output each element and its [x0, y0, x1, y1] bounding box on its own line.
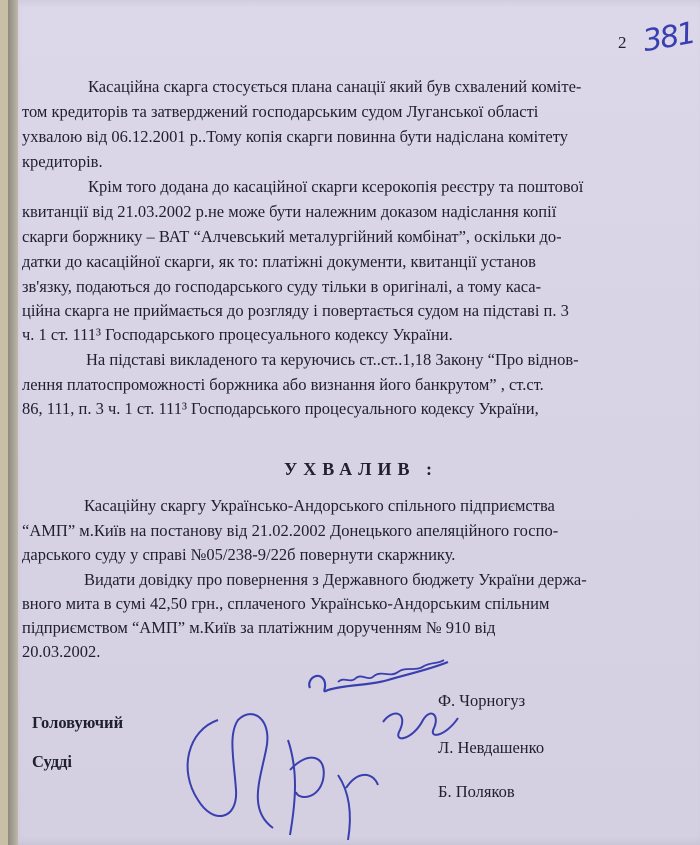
resolution-line: Касаційну скаргу Українсько-Андорського спільного підприємства [84, 496, 555, 515]
text-line: том кредиторів та затверджений господарським судом Луганської області [22, 102, 539, 121]
text-line: квитанції від 21.03.2002 р.не може бути належним доказом надіслання копії [22, 202, 557, 221]
text-line: На підставі викладеного та керуючись ст..ст..1,18 Закону “Про віднов- [86, 350, 579, 369]
text-line: Крім того додана до касаційної скарги ксерокопія реєстру та поштової [88, 177, 584, 196]
resolution-line: дарського суду у справі №05/238-9/22б повернути скаржнику. [22, 545, 456, 564]
text-line: ційна скарга не приймається до розгляду і повертається судом на підставі п. 3 [22, 301, 569, 320]
page-edge-shadow [8, 0, 18, 845]
text-line: 86, 111, п. 3 ч. 1 ст. 111³ Господарського процесуального кодексу України, [22, 399, 539, 418]
handwritten-page-number: 381 [640, 15, 697, 60]
resolution-line: підприємством “АМП” м.Київ за платіжним дорученням № 910 від [22, 618, 496, 637]
text-line: кредиторів. [22, 152, 103, 171]
text-line: скарги боржнику – ВАТ “Алчевський металургійний комбінат”, оскільки до- [22, 227, 562, 246]
text-line: зв'язку, подаються до господарського суду тільки в оригіналі, а тому каса- [22, 277, 542, 296]
text-line: ухвалою від 06.12.2001 р..Тому копія скарги повинна бути надіслана комітету [22, 127, 568, 146]
text-line: ч. 1 ст. 111³ Господарського процесуального кодексу України. [22, 325, 453, 344]
resolution-line: 20.03.2002. [22, 642, 101, 661]
presiding-judge-name: Ф. Чорногуз [438, 691, 526, 710]
presiding-judge-label: Головуючий [32, 713, 124, 732]
judge-name: Б. Поляков [438, 782, 515, 801]
resolution-line: Видати довідку про повернення з Державного бюджету України держа- [84, 570, 587, 589]
judge-signature [178, 700, 478, 845]
resolution-line: вного мита в сумі 42,50 грн., сплаченого Українсько-Андорським спільним [22, 594, 550, 613]
text-line: лення платоспроможності боржника або визнання його банкрутом” , ст.ст. [22, 375, 544, 394]
text-line: Касаційна скарга стосується плана санації який був схвалений коміте- [88, 77, 582, 96]
presiding-judge-signature [298, 640, 458, 700]
judges-label: Судді [32, 752, 72, 771]
document-page [8, 0, 700, 845]
resolution-heading: УХВАЛИВ : [284, 459, 438, 479]
page-number: 2 [618, 33, 627, 52]
text-line: датки до касаційної скарги, як то: платіжні документи, квитанції установ [22, 252, 536, 271]
judge-name: Л. Невдашенко [438, 738, 545, 757]
resolution-line: “АМП” м.Київ на постанову від 21.02.2002 Донецького апеляційного госпо- [22, 521, 559, 540]
